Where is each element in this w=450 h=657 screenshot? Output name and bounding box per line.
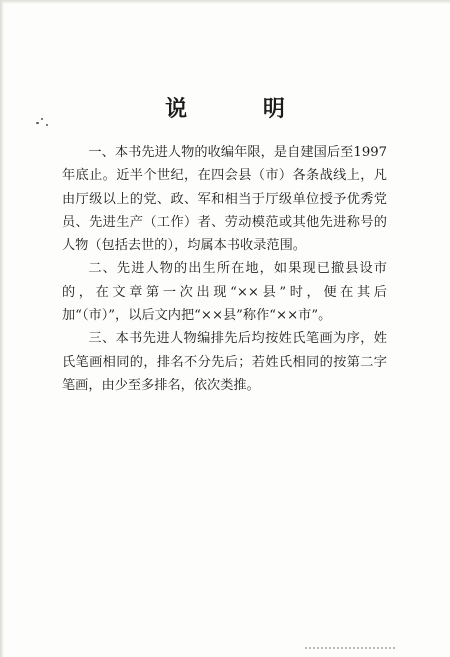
paragraph-3: 三、本书先进人物编排先后均按姓氏笔画为序，姓氏笔画相同的，排名不分先后；若姓氏相同的按第二字笔画，由少至多排名，依次类推。: [62, 331, 387, 393]
body-text: [62, 141, 387, 397]
scan-footer-marks: [305, 647, 395, 652]
page-title: 说 明: [165, 96, 319, 122]
scan-speck: [46, 124, 48, 126]
paragraph-1: 一、本书先进人物的收编年限，是自建国后至1997年底止。近半个世纪，在四会县（市）各条战线上，凡由厅级以上的党、政、军和相当于厅级单位授予优秀党员、先进生产（工作）者、劳动模范或其他先进称号的人物（包括去世的），均属本书收录范围。: [62, 145, 387, 254]
paragraph-2: 二、先进人物的出生所在地，如果现已撤县设市的，在文章第一次出现“××县”时，便在其后加“（市）”，以后文内把“××县”称作“××市”。: [62, 261, 387, 324]
scan-edge-top: [0, 0, 450, 4]
